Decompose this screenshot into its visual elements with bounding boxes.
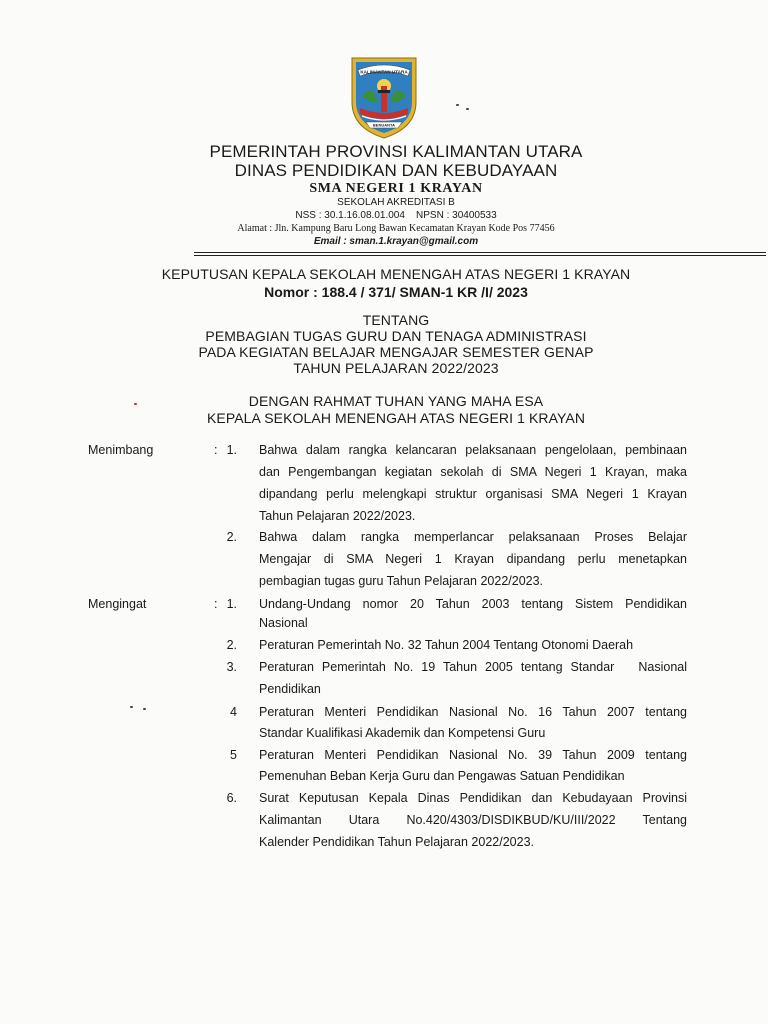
decree-subject-line-2: PADA KEGIATAN BELAJAR MENGAJAR SEMESTER GENAP — [198, 344, 594, 360]
logo-banner-text: KALIMANTAN UTARA — [360, 69, 408, 75]
item-number: 5 — [230, 748, 237, 762]
item-text-line: Kalender Pendidikan Tahun Pelajaran 2022/2023. — [259, 835, 534, 849]
item-text-line: Mengajar di SMA Negeri 1 Krayan dipandang perlu menetapkan — [259, 552, 687, 566]
decree-number: Nomor : 188.4 / 371/ SMAN-1 KR /I/ 2023 — [264, 284, 528, 300]
item-text-line: Pendidikan — [259, 682, 321, 696]
item-text-line: Peraturan Menteri Pendidikan Nasional No. 39 Tahun 2009 tentang — [259, 748, 687, 762]
item-number: 1. — [226, 597, 237, 611]
item-text-line: Undang-Undang nomor 20 Tahun 2003 tentang Sistem Pendidikan — [259, 597, 687, 611]
letterhead-rule-thick — [194, 252, 766, 253]
item-text-line: Peraturan Pemerintah No. 19 Tahun 2005 tentang Standar Nasional — [259, 660, 687, 674]
item-text-line: Surat Keputusan Kepala Dinas Pendidikan dan Kebudayaan Provinsi — [259, 791, 687, 805]
item-number: 6. — [226, 791, 237, 805]
scan-speck — [456, 104, 459, 106]
item-text-line: Standar Kualifikasi Akademik dan Kompetensi Guru — [259, 726, 546, 740]
section-colon: : — [214, 597, 218, 611]
item-number: 4 — [230, 705, 237, 719]
section-label-mengingat: Mengingat — [88, 597, 147, 611]
item-text-line: Bahwa dalam rangka memperlancar pelaksanaan Proses Belajar — [259, 530, 687, 544]
decree-about: TENTANG — [362, 312, 430, 328]
item-text-line: Pemenuhan Beban Kerja Guru dan Pengawas Satuan Pendidikan — [259, 769, 625, 783]
scan-speck — [466, 108, 469, 110]
item-text-line: Tahun Pelajaran 2022/2023. — [259, 509, 416, 523]
decree-subject-line-3: TAHUN PELAJARAN 2022/2023 — [293, 360, 499, 376]
item-text-line: Peraturan Pemerintah No. 32 Tahun 2004 Tentang Otonomi Daerah — [259, 638, 634, 652]
item-text-line: dan Pengembangan kegiatan sekolah di SMA Negeri 1 Krayan, maka — [259, 465, 687, 479]
item-text-line: pembagian tugas guru Tahun Pelajaran 2022/2023. — [259, 574, 544, 588]
scan-speck — [130, 706, 133, 708]
item-number: 1. — [226, 443, 237, 457]
item-number: 3. — [226, 660, 237, 674]
item-number: 2. — [226, 530, 237, 544]
decree-subject-line-1: PEMBAGIAN TUGAS GURU DAN TENAGA ADMINISTRASI — [205, 328, 587, 344]
scan-speck — [143, 708, 146, 710]
nss-npsn: NSS : 30.1.16.08.01.004 NPSN : 30400533 — [295, 210, 497, 221]
item-text-line: Nasional — [259, 616, 308, 630]
decree-grace-line-1: DENGAN RAHMAT TUHAN YANG MAHA ESA — [248, 393, 544, 409]
email: Email : sman.1.krayan@gmail.com — [313, 236, 479, 247]
decree-grace-line-2: KEPALA SEKOLAH MENENGAH ATAS NEGERI 1 KRAYAN — [206, 410, 586, 426]
logo-motto-text: BENUANTA — [372, 122, 396, 128]
item-text-line: Kalimantan Utara No.420/4303/DISDIKBUD/KU/III/2022 Tentang — [259, 813, 687, 827]
letterhead-line-province: PEMERINTAH PROVINSI KALIMANTAN UTARA — [209, 142, 583, 161]
item-number: 2. — [226, 638, 237, 652]
school-name: SMA NEGERI 1 KRAYAN — [309, 181, 483, 196]
section-label-menimbang: Menimbang — [88, 443, 154, 457]
provincial-emblem-logo — [348, 52, 420, 140]
item-text-line: Bahwa dalam rangka kelancaran pelaksanaan pengelolaan, pembinaan — [259, 443, 687, 457]
item-text-line: Peraturan Menteri Pendidikan Nasional No. 16 Tahun 2007 tentang — [259, 705, 687, 719]
address: Alamat : Jln. Kampung Baru Long Bawan Kecamatan Krayan Kode Pos 77456 — [237, 223, 555, 234]
letterhead-line-department: DINAS PENDIDIKAN DAN KEBUDAYAAN — [234, 161, 558, 180]
letterhead-rule-thin — [194, 255, 766, 256]
accreditation: SEKOLAH AKREDITASI B — [337, 197, 455, 208]
section-colon: : — [214, 443, 218, 457]
decree-title: KEPUTUSAN KEPALA SEKOLAH MENENGAH ATAS NEGERI 1 KRAYAN — [161, 266, 631, 282]
item-text-line: dipandang perlu melengkapi struktur organisasi SMA Negeri 1 Krayan — [259, 487, 687, 501]
